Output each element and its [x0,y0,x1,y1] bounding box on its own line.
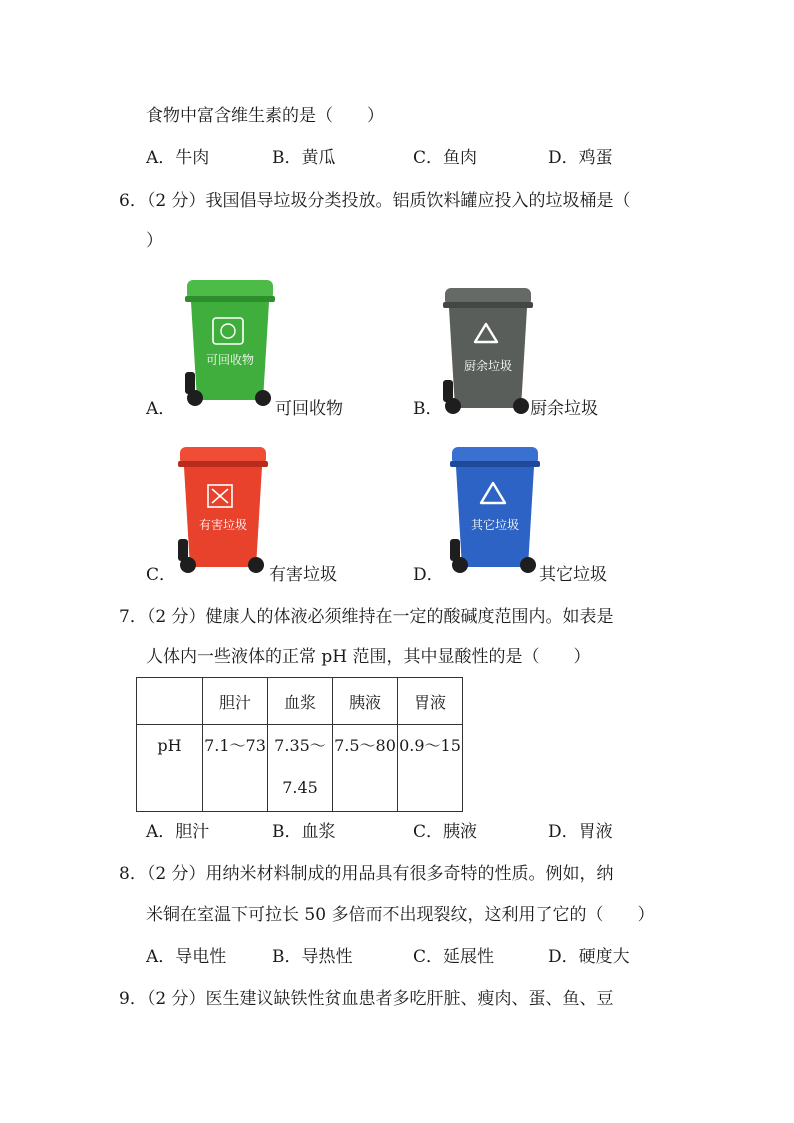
q5-option-c: C．鱼肉 [413,148,478,168]
table-header-cell: 胃液 [398,678,463,725]
q5-option-d: D．鸡蛋 [548,148,613,168]
q6-stem-line1: 6．（2 分）我国倡导垃圾分类投放。铝质饮料罐应投入的垃圾桶是（ [119,191,631,211]
q7-stem-line1: 7．（2 分）健康人的体液必须维持在一定的酸碱度范围内。如表是 [119,607,614,627]
bin-d-label: 其它垃圾 [470,518,520,532]
q6-option-b-caption: 厨余垃圾 [530,399,598,419]
q5-option-a: A．牛肉 [146,148,210,168]
ph-table [136,677,463,812]
table-row-label: pH [137,725,203,812]
q7-stem-line2: 人体内一些液体的正常 pH 范围，其中显酸性的是（ ） [146,647,591,667]
q6-option-a-caption: 可回收物 [275,399,343,419]
q8-option-b: B．导热性 [272,947,353,967]
q6-option-c-letter: C． [146,565,177,585]
table-row [137,725,463,812]
q7-option-a: A．胆汁 [146,822,210,842]
table-header-row [137,678,463,725]
q8-option-c: C．延展性 [413,947,495,967]
table-header-cell: 胰液 [333,678,398,725]
table-cell: 7.1～73 [203,725,268,812]
hazardous-waste-bin-red-icon [176,443,270,577]
table-header-cell: 血浆 [268,678,333,725]
q7-option-c: C．胰液 [413,822,478,842]
recycle-bin-green-icon [183,276,277,410]
q8-stem-line1: 8．（2 分）用纳米材料制成的用品具有很多奇特的性质。例如，纳 [119,864,614,884]
q6-option-b-letter: B． [413,399,443,419]
other-waste-bin-blue-icon [448,443,542,577]
q8-stem-line2: 米铜在室温下可拉长 50 多倍而不出现裂纹，这利用了它的（ ） [146,905,655,925]
bin-c-label: 有害垃圾 [198,518,248,532]
q6-stem-line2: ） [146,231,163,251]
bin-a-label: 可回收物 [205,353,255,367]
q7-option-b: B．血浆 [272,822,336,842]
kitchen-waste-bin-gray-icon [441,284,535,418]
q6-option-c-caption: 有害垃圾 [269,565,337,585]
q8-option-a: A．导电性 [146,947,227,967]
table-cell: 0.9～15 [398,725,463,812]
table-cell: 7.5～80 [333,725,398,812]
q6-option-a-letter: A． [146,399,176,419]
table-header-cell [137,678,203,725]
q5-stem: 食物中富含维生素的是（ ） [146,106,384,126]
q9-stem-line1: 9．（2 分）医生建议缺铁性贫血患者多吃肝脏、瘦肉、蛋、鱼、豆 [119,989,614,1009]
table-cell: 7.35～ 7.45 [268,725,333,812]
bin-b-label: 厨余垃圾 [463,359,513,373]
table-header-cell: 胆汁 [203,678,268,725]
q8-option-d: D．硬度大 [548,947,630,967]
q5-option-b: B．黄瓜 [272,148,336,168]
q7-option-d: D．胃液 [548,822,613,842]
q6-option-d-letter: D． [413,565,444,585]
q6-option-d-caption: 其它垃圾 [539,565,607,585]
